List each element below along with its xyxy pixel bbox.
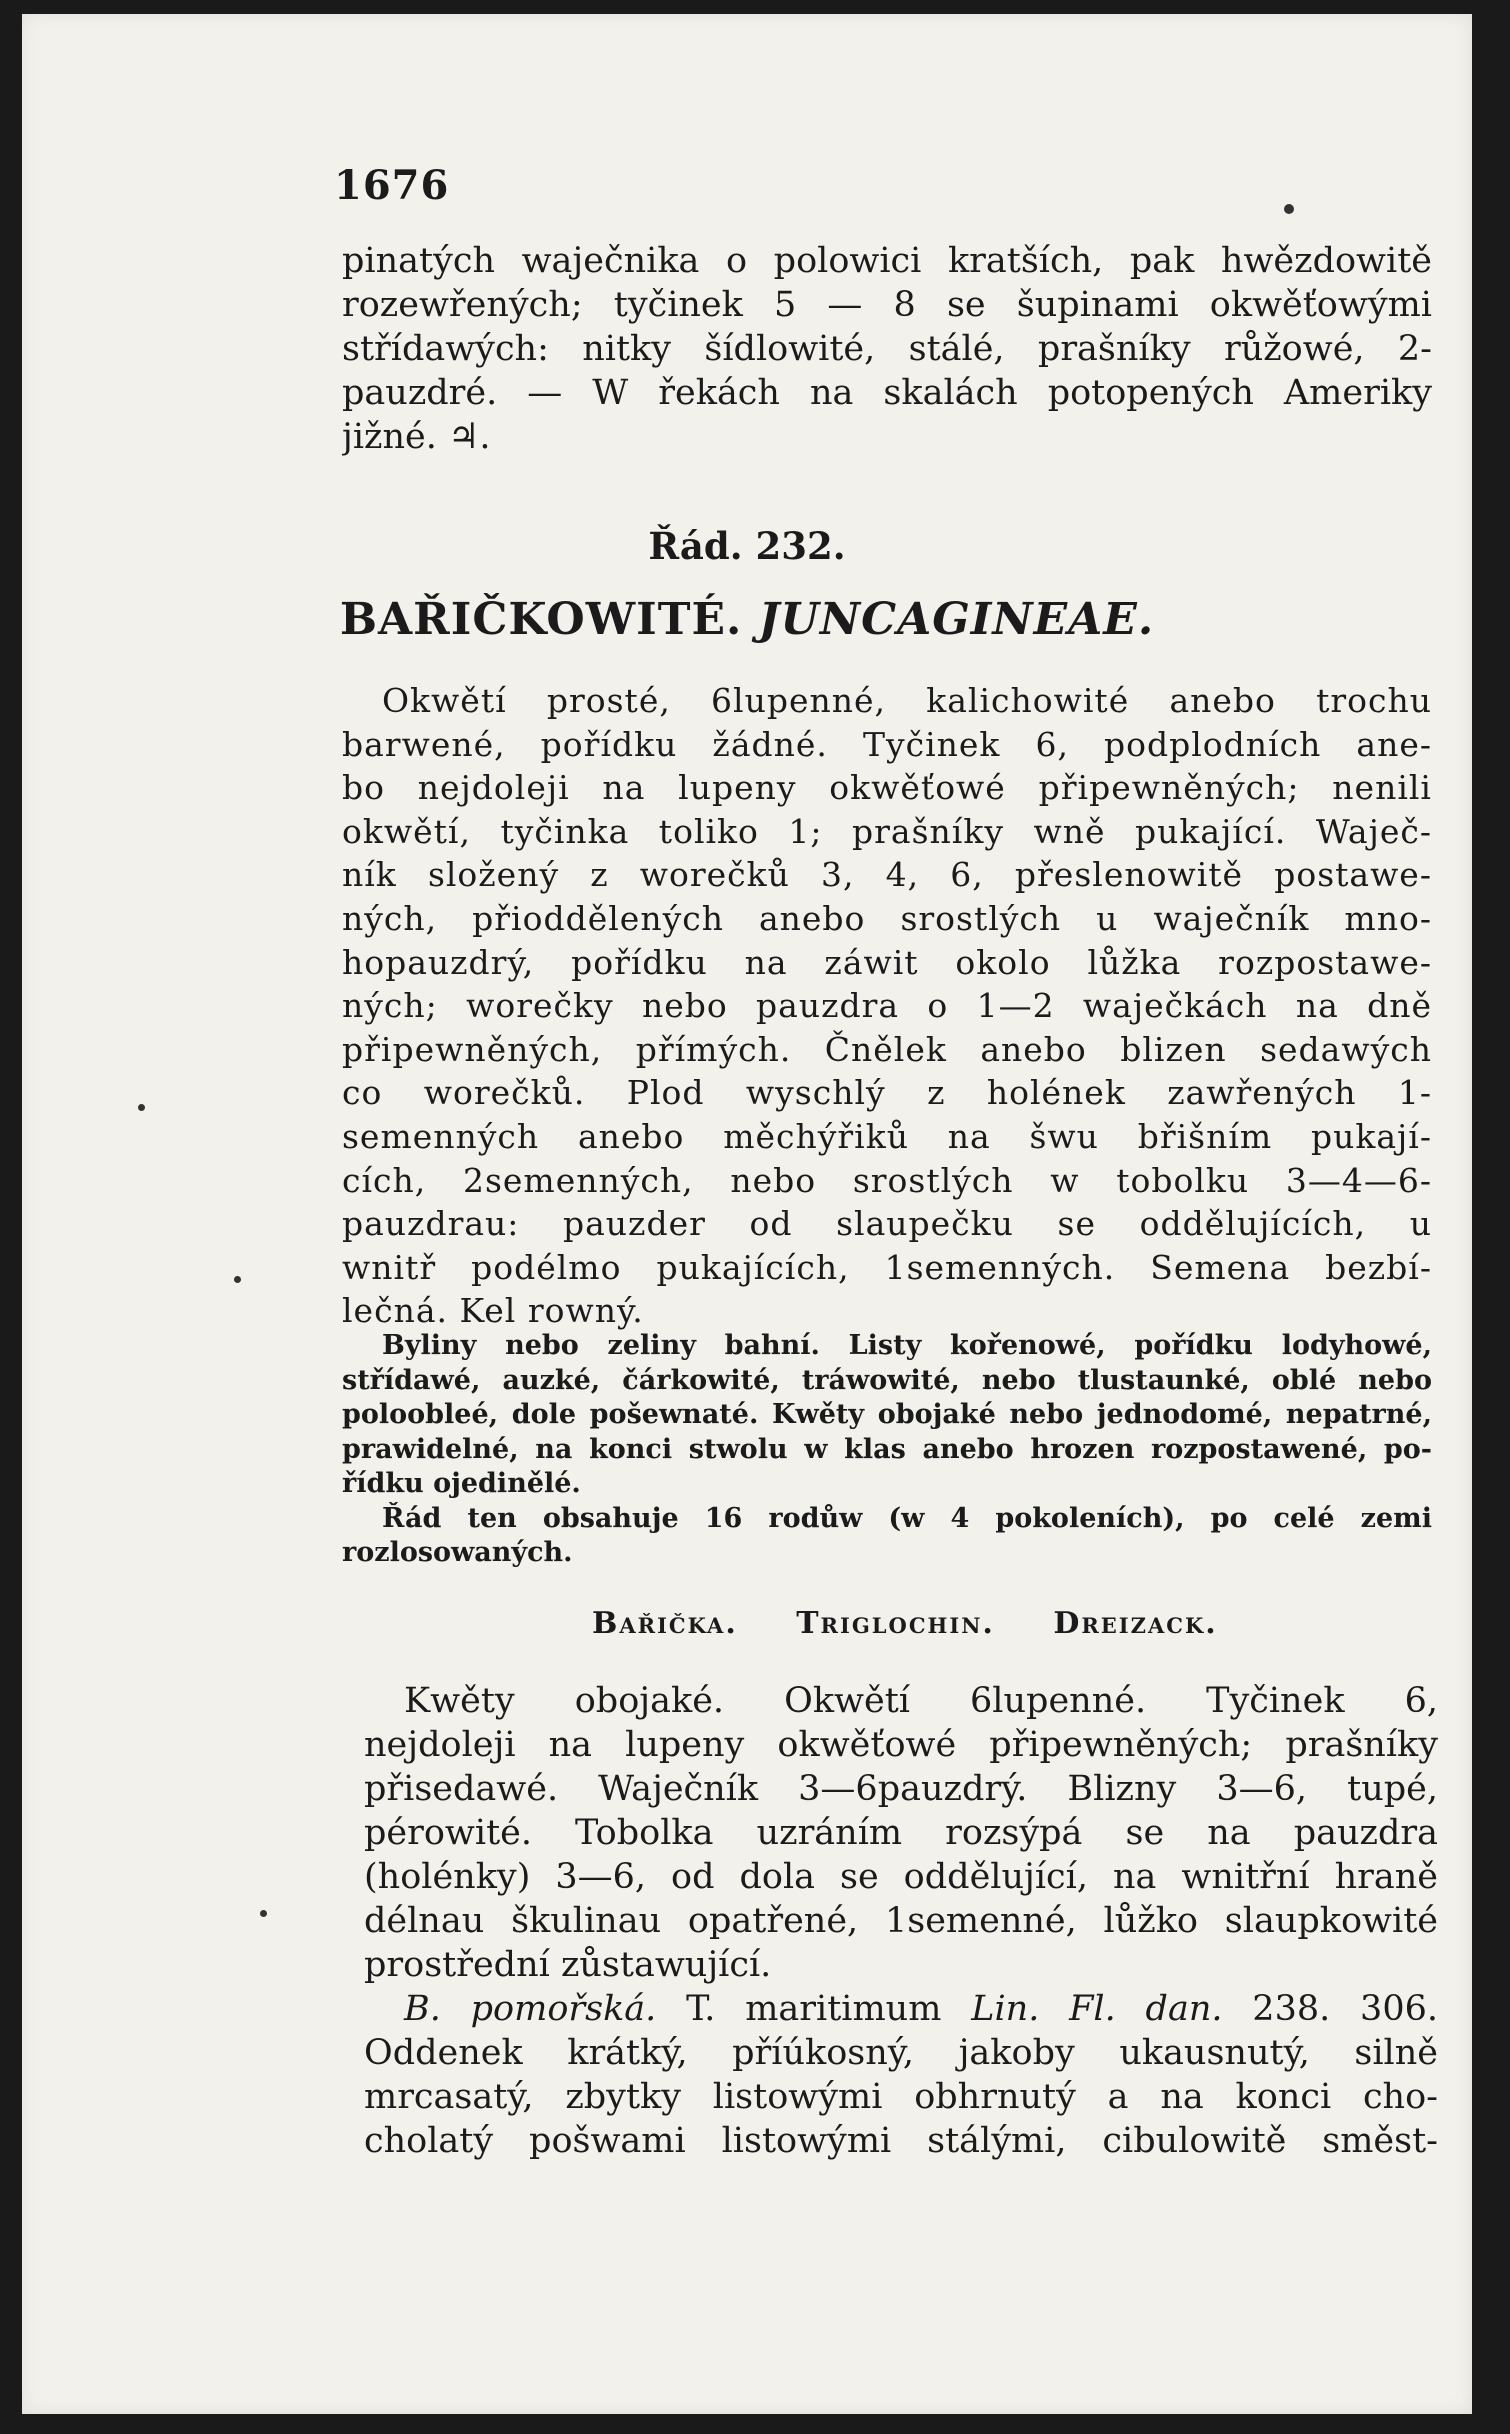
text-line: semenných anebo měchýřiků na šwu břišním pukají- (342, 1116, 1432, 1156)
text-line: (holénky) 3—6, od dola se oddělující, na wnitřní hraně (364, 1857, 1438, 1897)
scan-speck (1284, 204, 1294, 214)
text-line: připewněných, přímých. Čnělek anebo blizen sedawých (342, 1029, 1432, 1069)
text-line: prawidelné, na konci stwolu w klas anebo hrozen rozpostawené, po- (342, 1433, 1432, 1465)
text-line: Okwětí prosté, 6lupenné, kalichowité anebo trochu (382, 681, 1432, 720)
family-name-czech: BAŘIČKOWITÉ. (339, 594, 743, 645)
text-line: pinatých waječnika o polowici kratších, pak hwězdowitě (342, 241, 1432, 281)
text-line: lečná. Kel rowný. (342, 1291, 644, 1331)
intro-paragraph (342, 239, 1432, 459)
text-line: bo nejdoleji na lupeny okwěťowé připewněných; nenili (342, 768, 1432, 808)
genus-name-german: Dreizack. (1053, 1606, 1218, 1641)
text-line: barwené, pořídku žádné. Tyčinek 6, podplodních ane- (342, 724, 1432, 764)
text-line: střídawé, auzké, čárkowité, tráwowité, nebo tlustaunké, oblé nebo (342, 1364, 1432, 1396)
text-line: rozewřených; tyčinek 5 — 8 se šupinami okwěťowými (342, 285, 1432, 325)
text-line: jižné. ♃. (342, 417, 491, 457)
text-line: ník složený z worečků 3, 4, 6, přeslenowitě postawe- (342, 855, 1432, 895)
text-line: co worečků. Plod wyschlý z holének zawřených 1- (342, 1073, 1432, 1113)
genus-name-czech: Bařička. (592, 1606, 738, 1641)
family-heading (22, 594, 1472, 645)
genus-description (364, 1679, 1438, 2163)
text-line: rozlosowaných. (342, 1537, 573, 1568)
text-line: střídawých: nitky šídlowité, stálé, prašníky růžowé, 2- (342, 329, 1432, 369)
text-line: prostřední zůstawující. (364, 1945, 772, 1985)
text-line: cích, 2semenných, nebo srostlých w tobolku 3—4—6- (342, 1160, 1432, 1200)
text-line: Byliny nebo zeliny bahní. Listy kořenowé, pořídku lodyhowé, (382, 1330, 1432, 1361)
scan-speck (234, 1276, 241, 1283)
species-reference-numbers: 238. 306. (1222, 1989, 1438, 2029)
text-line: pauzdré. — W řekách na skalách potopených Ameriky (342, 373, 1432, 413)
text-line: ných, přioddělených anebo srostlých u waječník mno- (342, 898, 1432, 938)
text-line: Kwěty obojaké. Okwětí 6lupenné. Tyčinek 6, (404, 1681, 1438, 1721)
text-line: cholatý pošwami listowými stálými, cibulowitě směst- (364, 2121, 1438, 2161)
text-line: nejdoleji na lupeny okwěťowé připewněných; prašníky (364, 1725, 1438, 1765)
text-line: Oddenek krátký, příúkosný, jakoby ukausnutý, silně (364, 2033, 1438, 2073)
book-page (22, 14, 1472, 2414)
text-line: mrcasatý, zbytky listowými obhrnutý a na konci cho- (364, 2077, 1438, 2117)
text-line: pérowité. Tobolka uzráním rozsýpá se na pauzdra (364, 1813, 1438, 1853)
genus-heading (592, 1606, 1264, 1641)
text-line: okwětí, tyčinka toliko 1; prašníky wně pukající. Waječ- (342, 811, 1432, 851)
text-line: přisedawé. Waječník 3—6pauzdrý. Blizny 3—6, tupé, (364, 1769, 1438, 1809)
species-heading-line (364, 1987, 1438, 2031)
text-line: hopauzdrý, pořídku na záwit okolo lůžka rozpostawe- (342, 942, 1432, 982)
text-line: pauzdrau: pauzder od slaupečku se oddělujících, u (342, 1204, 1432, 1244)
text-line: Řád ten obsahuje 16 rodůw (w 4 pokoleních), po celé zemi (382, 1502, 1432, 1534)
scan-speck (260, 1910, 267, 1917)
family-name-latin: JUNCAGINEAE. (758, 594, 1155, 645)
family-description (342, 679, 1432, 1333)
text-line: délnau škulinau opatřené, 1semenné, lůžko slaupkowité (364, 1901, 1438, 1941)
species-name: B. pomořská. (404, 1989, 657, 2029)
species-reference: Lin. Fl. dan. (971, 1989, 1223, 2029)
text-line: řídku ojedinělé. (342, 1468, 581, 1499)
page-number: 1676 (334, 162, 450, 209)
text-line: ných; worečky nebo pauzdra o 1—2 waječkách na dně (342, 986, 1432, 1026)
text-line: poloobleé, dole pošewnaté. Kwěty obojaké nebo jednodomé, nepatrné, (342, 1399, 1432, 1430)
order-heading: Řád. 232. (648, 524, 846, 568)
text-line: wnitř podélmo pukajících, 1semenných. Semena bezbí- (342, 1247, 1432, 1287)
genus-name-latin: Triglochin. (796, 1606, 995, 1641)
species-latin: T. maritimum (656, 1989, 972, 2029)
scan-speck (138, 1104, 145, 1111)
family-note (342, 1329, 1432, 1571)
